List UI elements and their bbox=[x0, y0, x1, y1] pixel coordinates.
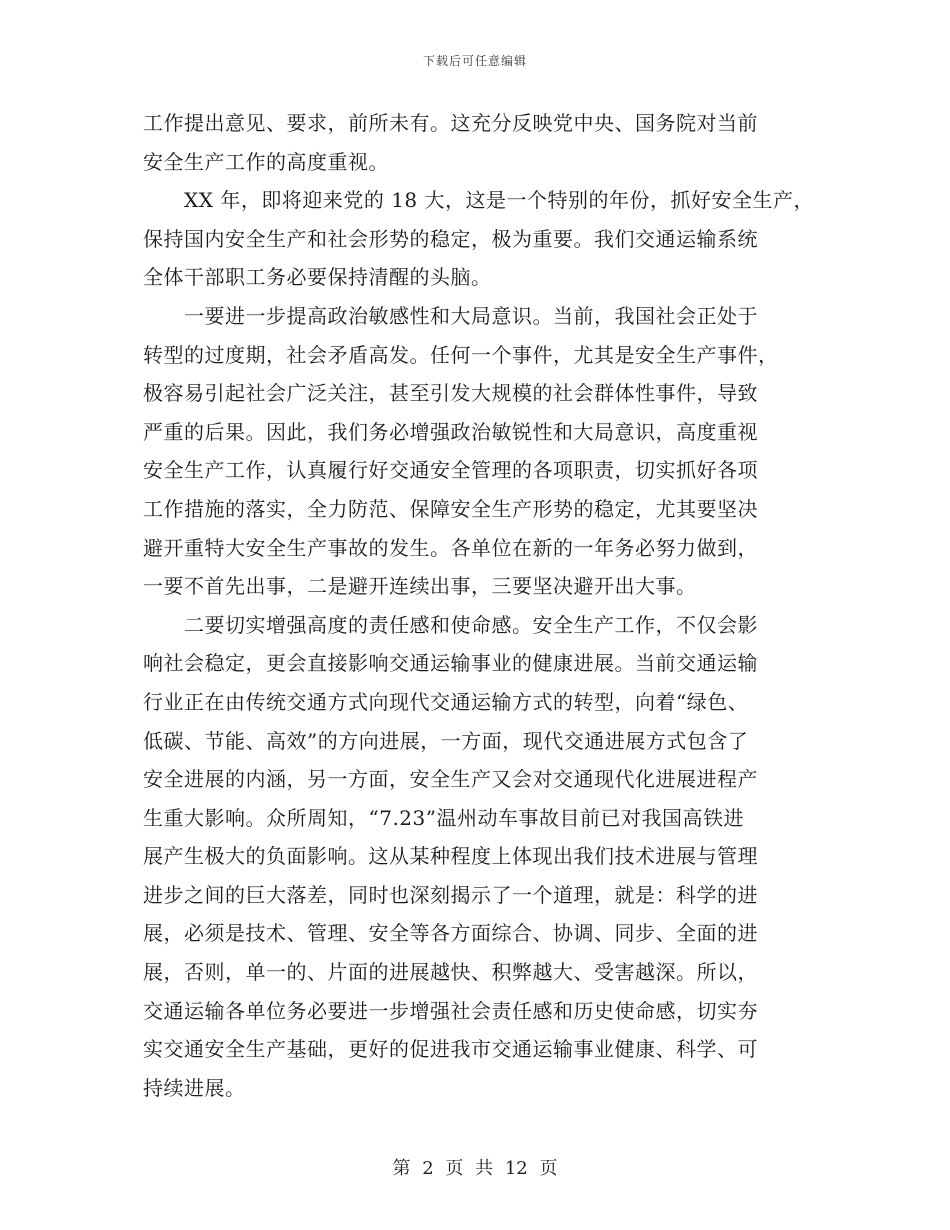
text-line: XX 年，即将迎来党的 18 大，这是一个特别的年份，抓好安全生产， bbox=[143, 188, 814, 213]
text-line: 工作提出意见、要求，前所未有。这充分反映党中央、国务院对当前 bbox=[143, 111, 758, 135]
text-line: 持续进展。 bbox=[143, 1075, 246, 1100]
text-line: 保持国内安全生产和社会形势的稳定，极为重要。我们交通运输系统 bbox=[143, 226, 758, 251]
text-line: 生重大影响。众所周知，“7.23”温州动车事故目前已对我国高铁进 bbox=[143, 805, 744, 830]
text-line: 严重的后果。因此，我们务必增强政治敏锐性和大局意识，高度重视 bbox=[143, 419, 758, 444]
text-line: 展，否则，单一的、片面的进展越快、积弊越大、受害越深。所以， bbox=[143, 960, 758, 985]
text-line: 展产生极大的负面影响。这从某种程度上体现出我们技术进展与管理 bbox=[143, 844, 758, 869]
text-line: 全体干部职工务必要保持清醒的头脑。 bbox=[143, 265, 492, 290]
text-line: 响社会稳定，更会直接影响交通运输事业的健康进展。当前交通运输 bbox=[143, 651, 758, 676]
text-line: 进步之间的巨大落差，同时也深刻揭示了一个道理，就是：科学的进 bbox=[143, 882, 758, 907]
page-header: 下载后可任意编辑 bbox=[422, 54, 527, 68]
text-line: 避开重特大安全生产事故的发生。各单位在新的一年务必努力做到， bbox=[143, 535, 758, 560]
text-line: 安全生产工作，认真履行好交通安全管理的各项职责，切实抓好各项 bbox=[143, 458, 758, 483]
text-line: 安全生产工作的高度重视。 bbox=[143, 149, 389, 174]
text-line: 安全进展的内涵，另一方面，安全生产又会对交通现代化进展进程产 bbox=[143, 767, 758, 792]
text-line: 一要不首先出事，二是避开连续出事，三要坚决避开出大事。 bbox=[143, 574, 697, 599]
page-number-footer: 第 2 页 共 12 页 bbox=[392, 1158, 558, 1179]
text-line: 实交通安全生产基础，更好的促进我市交通运输事业健康、科学、可 bbox=[143, 1037, 758, 1062]
text-line: 展，必须是技术、管理、安全等各方面综合、协调、同步、全面的进 bbox=[143, 921, 758, 946]
text-line: 转型的过度期，社会矛盾高发。任何一个事件，尤其是安全生产事件， bbox=[143, 342, 779, 367]
document-body bbox=[143, 104, 823, 1107]
text-line: 行业正在由传统交通方式向现代交通运输方式的转型，向着“绿色、 bbox=[143, 689, 749, 714]
text-line: 极容易引起社会广泛关注，甚至引发大规模的社会群体性事件，导致 bbox=[143, 381, 758, 406]
text-line: 交通运输各单位务必要进一步增强社会责任感和历史使命感，切实夯 bbox=[143, 998, 758, 1023]
text-line: 低碳、节能、高效”的方向进展，一方面，现代交通进展方式包含了 bbox=[143, 728, 749, 753]
text-line: 二要切实增强高度的责任感和使命感。安全生产工作，不仅会影 bbox=[143, 612, 758, 637]
text-line: 一要进一步提高政治敏感性和大局意识。当前，我国社会正处于 bbox=[143, 303, 758, 328]
text-line: 工作措施的落实，全力防范、保障安全生产形势的稳定，尤其要坚决 bbox=[143, 496, 758, 521]
